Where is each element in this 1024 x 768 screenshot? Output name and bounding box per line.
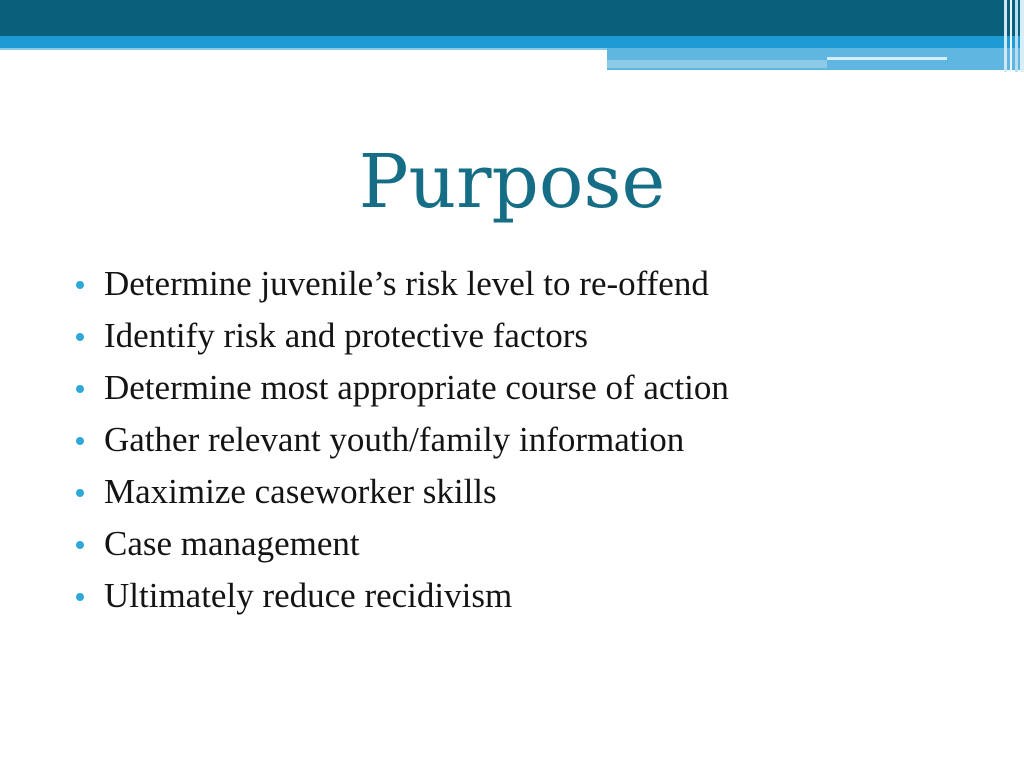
bullet-text: Maximize caseworker skills <box>104 472 497 511</box>
stripe <box>1010 0 1012 72</box>
header-band-step-inner <box>607 60 827 68</box>
header-band-mid <box>0 36 1024 48</box>
bullet-item <box>76 258 976 310</box>
header-band-step-line <box>827 57 947 60</box>
bullet-item <box>76 570 976 622</box>
header-band-light <box>0 48 607 50</box>
bullet-dot-icon <box>76 489 84 497</box>
stripe <box>1015 0 1018 72</box>
header-band-dark <box>0 0 1024 36</box>
stripe <box>1020 0 1024 72</box>
bullet-item <box>76 362 976 414</box>
bullet-item <box>76 310 976 362</box>
bullet-dot-icon <box>76 385 84 393</box>
stripe <box>1004 0 1007 72</box>
bullet-text: Identify risk and protective factors <box>104 316 588 355</box>
bullet-item <box>76 466 976 518</box>
bullet-text: Determine most appropriate course of action <box>104 368 729 407</box>
bullet-item <box>76 518 976 570</box>
bullet-text: Case management <box>104 524 360 563</box>
bullet-item <box>76 414 976 466</box>
header-right-stripes <box>994 0 1024 72</box>
bullet-text: Gather relevant youth/family information <box>104 420 685 459</box>
bullet-dot-icon <box>76 541 84 549</box>
bullet-text: Determine juvenile’s risk level to re-offend <box>104 264 709 303</box>
bullet-list <box>76 258 976 622</box>
bullet-dot-icon <box>76 281 84 289</box>
slide-title: Purpose <box>358 139 666 225</box>
bullet-dot-icon <box>76 333 84 341</box>
bullet-dot-icon <box>76 593 84 601</box>
bullet-dot-icon <box>76 437 84 445</box>
bullet-text: Ultimately reduce recidivism <box>104 576 513 615</box>
